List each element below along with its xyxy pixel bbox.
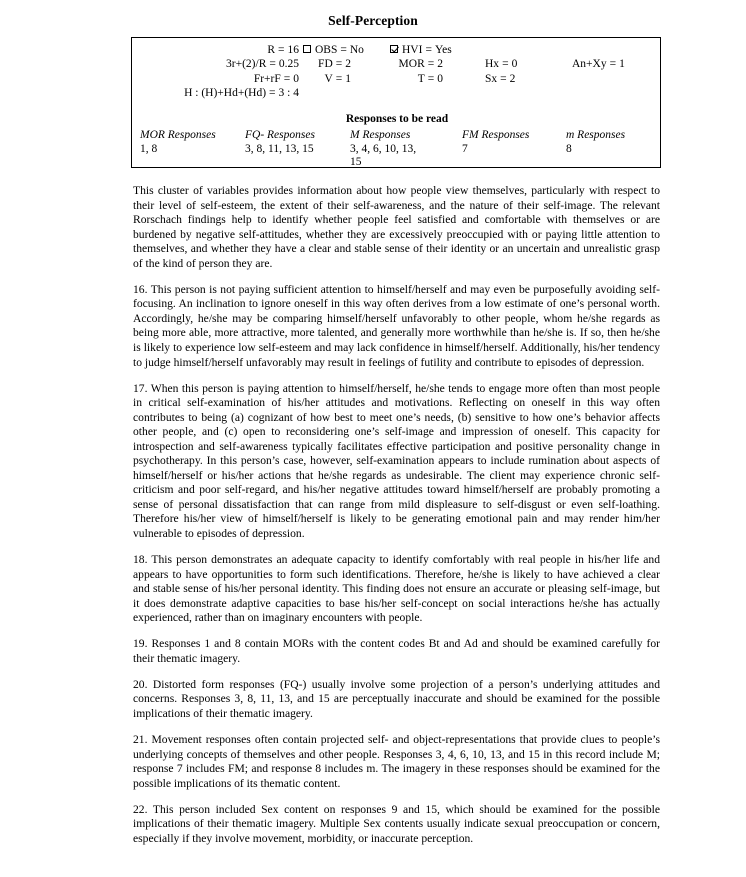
- variable-row: [132, 43, 662, 57]
- variable-label: OBS: [315, 44, 338, 56]
- checkbox-unchecked-icon: [303, 45, 311, 53]
- variable-grid: [132, 43, 662, 101]
- response-column-values: 7: [462, 142, 468, 155]
- variable-value: 2: [509, 72, 516, 85]
- response-column-fq: [245, 129, 340, 156]
- summary-variables-box: [131, 37, 661, 168]
- variable-cell-r: [132, 43, 299, 57]
- equals-sign: =: [278, 44, 285, 56]
- paragraph-20: 20. Distorted form responses (FQ-) usually involve some projection of a person’s underlying attitudes and concerns. Responses 3, 8, 11, 13, and 15 are perceptually inaccurate and should be examined for the possible implications of their thematic imagery.: [133, 677, 660, 720]
- equals-sign: =: [427, 58, 435, 71]
- variable-row: [132, 57, 662, 71]
- response-column-header: FM Responses: [462, 129, 530, 141]
- variable-label: V: [324, 72, 333, 85]
- equals-sign: =: [609, 58, 617, 71]
- paragraph-intro: This cluster of variables provides information about how people view themselves, particularly with respect to their level of self-esteem, the extent of their self-awareness, and the nature of their self-image. The relevant Rorschach findings help to identify whether people feel satisfied and comfortable with themselves or are burdened by negative self-attitudes, whether they are excessively preoccupied with or paying little attention to themselves, and whether they have a clear and stable sense of their identity or an uncertain and unrealistic grasp of the kind of person they are.: [133, 184, 660, 270]
- response-column-header: FQ- Responses: [245, 129, 315, 141]
- equals-sign: =: [335, 58, 343, 71]
- variable-cell-egocentricity: [132, 57, 299, 71]
- variable-cell-t: [390, 72, 443, 86]
- variable-value: 2: [345, 58, 351, 71]
- variable-label: R: [267, 44, 275, 56]
- variable-value: 0: [511, 58, 518, 71]
- paragraph-22: 22. This person included Sex content on responses 9 and 15, which should be examined for the possible implications of their thematic imagery. Multiple Sex contents usually indicate sexual preoccupation or concern, especially if they involve movement, morbidity, or inaccurate perception.: [133, 802, 660, 845]
- response-column-values: 3, 4, 6, 10, 13, 15: [350, 142, 417, 169]
- response-column-m: [350, 129, 430, 170]
- response-column-values: 3, 8, 11, 13, 15: [245, 142, 314, 155]
- paragraph-19: 19. Responses 1 and 8 contain MORs with the content codes Bt and Ad and should be examined carefully for their thematic imagery.: [133, 637, 660, 665]
- response-column-header: m Responses: [566, 129, 626, 141]
- variable-cell-h-ratio: [132, 86, 299, 100]
- variable-row: [132, 72, 662, 86]
- variable-value: 3 : 4: [278, 87, 299, 100]
- equals-sign: =: [269, 87, 276, 100]
- variable-cell-v: [303, 72, 351, 86]
- response-column-mor: [140, 129, 240, 156]
- page-title: Self-Perception: [328, 13, 418, 28]
- variable-cell-frrf: [132, 72, 299, 86]
- variable-value: Yes: [434, 44, 452, 56]
- variable-label: Hx: [485, 58, 500, 71]
- variable-cell-anxy: [572, 57, 625, 71]
- variable-cell-mor: [390, 57, 443, 71]
- responses-heading: Responses to be read: [345, 113, 449, 125]
- variable-value: 0: [293, 72, 299, 85]
- equals-sign: =: [427, 72, 435, 85]
- variable-cell-obs: [303, 43, 364, 57]
- variable-value: 1: [619, 58, 625, 71]
- equals-sign: =: [335, 72, 343, 85]
- variable-label: An+Xy: [572, 58, 607, 71]
- variable-value: 0: [437, 72, 443, 85]
- variable-cell-hvi: [390, 43, 452, 57]
- equals-sign: =: [340, 44, 347, 56]
- paragraph-18: 18. This person demonstrates an adequate capacity to identify comfortably with real people in his/her life and appears to have opportunities to form such identifications. Therefore, he/she is likely to have achieved a clear and stable sense of his/her personal identity. This finding does not ensure an accurate or pleasing self-image, but it does demonstrate adaptive capacities to base his/her self-concept on social interactions he/she has actually experienced, rather than on imaginary encounters with people.: [133, 553, 660, 625]
- response-column-fm: [462, 129, 562, 156]
- equals-sign: =: [269, 58, 276, 71]
- paragraph-17: 17. When this person is paying attention to himself/herself, he/she tends to engage more often than most people in critical self-examination of his/her attitudes and motivations. Reflecting on oneself in this way often contributes to being (a) cognizant of how best to meet one’s needs, (b) sensitive to how one’s behavior affects other people, and (c) open to reconsidering one’s self-image and impression of oneself. This capacity for introspection and self-awareness typically facilitates effective participation and positive personality change in psychotherapy. In this person’s case, however, self-examination appears to include rumination about aspects of himself/herself or his/her actions that he/she regards as undesirable. The client may experience chronic self-criticism and poor self-regard, and his/her negative attitudes toward himself/herself are probably promoting a sense of personal dissatisfaction that can range from mild displeasure to self-disgust or even self-loathing. Therefore his/her view of himself/herself is likely to be generating emotional pain and may render him/her vulnerable to episodes of depression.: [133, 381, 660, 541]
- response-column-header: M Responses: [350, 129, 411, 141]
- equals-sign: =: [425, 44, 432, 56]
- variable-value: No: [349, 44, 364, 56]
- equals-sign: =: [500, 72, 507, 85]
- variable-cell-hx: [485, 57, 517, 71]
- variable-label: 3r+(2)/R: [226, 58, 267, 71]
- variable-label: HVI: [402, 44, 423, 56]
- equals-sign: =: [283, 72, 291, 85]
- variable-label: Fr+rF: [253, 72, 281, 85]
- variable-cell-sx: [485, 72, 515, 86]
- variable-label: FD: [318, 58, 333, 71]
- paragraph-21: 21. Movement responses often contain projected self- and object-representations that provide clues to people’s underlying concepts of themselves and other people. Responses 3, 4, 6, 10, 13, and 15 in this record include M; response 7 includes FM; and response 8 includes m. The imagery in these responses should be examined for the possible implications of its thematic content.: [133, 733, 660, 790]
- equals-sign: =: [502, 58, 509, 71]
- response-column-values: 1, 8: [140, 142, 158, 155]
- variable-value: 0.25: [278, 58, 299, 71]
- variable-label: Sx: [485, 72, 498, 85]
- variable-label: MOR: [398, 58, 425, 71]
- variable-row: [132, 86, 662, 100]
- response-column-m-lower: [566, 129, 661, 156]
- variable-value: 16: [287, 44, 299, 56]
- response-column-header: MOR Responses: [140, 129, 216, 141]
- variable-cell-fd: [303, 57, 351, 71]
- variable-value: 2: [437, 58, 443, 71]
- variable-label: T: [417, 72, 425, 85]
- variable-value: 1: [345, 72, 351, 85]
- response-column-values: 8: [566, 142, 572, 155]
- checkbox-checked-icon: [390, 45, 398, 53]
- paragraph-16: 16. This person is not paying sufficient attention to himself/herself and may even be purposefully avoiding self-focusing. An inclination to ignore oneself in this way often derives from a low estimate of one’s personal worth. Accordingly, he/she may be comparing himself/herself unfavorably to other people, whom he/she regards as being more able, more attractive, more talented, and generally more worthwhile than he/she is. If so, then he/she is likely to experience low self-esteem and may lack confidence in himself/herself. Additionally, his/her tendency to judge himself/herself unfavorably may result in feelings of futility and contribute to episodes of depression.: [133, 282, 660, 369]
- body-text: [133, 184, 660, 846]
- variable-label: H : (H)+Hd+(Hd): [184, 87, 267, 100]
